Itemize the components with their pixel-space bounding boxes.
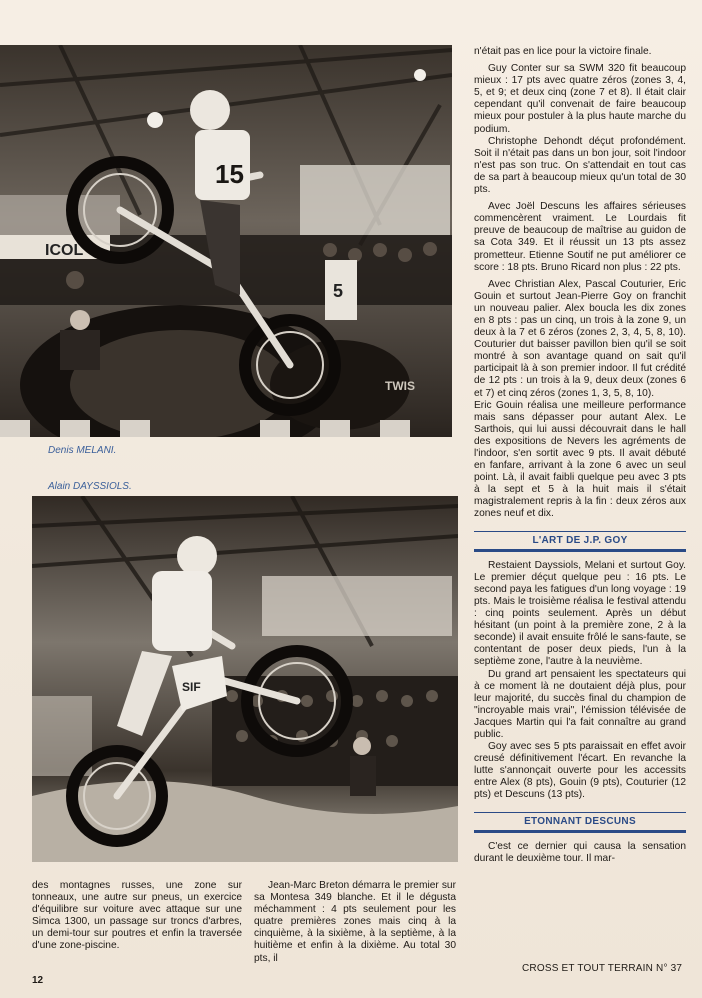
photo-rider-dayssiols xyxy=(32,496,458,862)
barrel-text: TWIS xyxy=(385,379,415,393)
paragraph-gouin: Eric Gouin réalisa une meilleure performance mais sans dépasser pour autant Alex. Le Sarthois, qui lui aussi découvrait dans le hall des expositions de Nevers les agréments de l'indoor, s'en sortit avec 9 pts. Il avait débuté en fanfare, arrivant à la zone 6 avec un seul point. Là, il avait faibli quelque peu avec 3 pts à la sept et 5 à la huit mais il s'était magistralement repris à la fin : deux zéros aux zones neuf et dix. xyxy=(474,399,686,520)
caption-melani: Denis MELANI. xyxy=(48,445,117,456)
caption-dayssiols: Alain DAYSSIOLS. xyxy=(48,481,132,492)
paragraph-conter: Guy Conter sur sa SWM 320 fit beaucoup mieux : 17 pts avec quatre zéros (zones 3, 4, 5, et 9; et deux cinq (zone 7 et 8). Il était clair cependant qu'il convenait de faire beaucoup mieux pour postuler à la plus haute marche du podium. xyxy=(474,63,686,135)
paragraph-zones: des montagnes russes, une zone sur tonneaux, une autre sur pneus, un exercice d'équilibre sur voiture avec attaque sur une Simca 1300, un passage sur troncs d'arbres, un demi-tour sur poutres et enfin la traversée d'une zone-piscine. xyxy=(32,880,242,952)
paragraph-alex: Avec Christian Alex, Pascal Couturier, Eric Gouin et surtout Jean-Pierre Goy on franchit un nouveau palier. Alex boucla les dix zones en 8 pts : pas un cinq, un trois à la zone 9, un deux à la 7 et 6 zéros (zones 2, 3, 4, 5, 8, 10). Couturier dut baisser pavillon bien qu'il se soit montré à son avantage quand on sait qu'il participait là à son premier indoor. Il fut crédité de 12 pts : un trois à la 9, deux deux (zones 6 et 7) et cinq zéros (zones 1, 3, 5, 8, 10). xyxy=(474,278,686,399)
page-number: 12 xyxy=(32,975,44,986)
bottom-middle-column xyxy=(254,880,456,965)
paragraph-breton: Jean-Marc Breton démarra le premier sur sa Montesa 349 blanche. Et il le dégusta méchamment : 4 pts seulement pour les quatre premières zones mais cinq à la cinquième, à la sixième, à la septième, à la huitième et enfin à la dixième. Au total 30 pts, il xyxy=(254,880,456,964)
spectator-bib-number: 5 xyxy=(333,281,344,301)
banner-text: ICOL xyxy=(45,242,84,259)
paragraph-descuns: Avec Joël Descuns les affaires sérieuses commencèrent vraiment. Le Lourdais fit preuve de beaucoup de maîtrise au guidon de sa Cota 349. Et il réussit un 13 pts assez prometteur. Etienne Soutif ne put améliorer ce score : 18 pts. Bruno Ricard non plus : 22 pts. xyxy=(474,201,686,273)
paragraph-goy-ecart: Goy avec ses 5 pts paraissait en effet avoir creusé définitivement l'écart. En revanche la lutte s'annonçait ouverte pour les accessits entre Alex (8 pts), Gouin (9 pts), Couturier (12 pts) et Descuns (13 pts). xyxy=(474,741,686,801)
photo-bottom-illustration xyxy=(32,496,458,862)
bottom-left-column xyxy=(32,880,242,953)
section-heading-descuns: ETONNANT DESCUNS xyxy=(474,812,686,833)
paragraph-grand-art: Du grand art pensaient les spectateurs qui à ce moment là ne doutaient déjà plus, pour leur majorité, du succès final du champion de "incroyable mais vrai", l'émission télévisée de Jacques Martin qui l'a fait connaître au grand public. xyxy=(474,668,686,740)
paragraph-dehondt: Christophe Dehondt déçut profondément. Soit il n'était pas dans un bon jour, soit l'indoor n'est pas son truc. On s'attendait en tout cas de sa part à beaucoup mieux qu'un total de 30 pts. xyxy=(474,135,686,196)
section-heading-goy: L'ART DE J.P. GOY xyxy=(474,531,686,552)
tank-text: SIF xyxy=(182,680,201,694)
photo-rider-melani xyxy=(0,45,452,437)
magazine-reference: CROSS ET TOUT TERRAIN N° 37 xyxy=(522,963,683,974)
photo-top-illustration xyxy=(0,45,452,437)
rider-bib-number: 15 xyxy=(215,159,244,189)
right-column-article xyxy=(474,46,686,865)
paragraph-sensation: C'est ce dernier qui causa la sensation durant le deuxième tour. Il mar- xyxy=(474,840,686,864)
paragraph-restaient: Restaient Dayssiols, Melani et surtout Goy. Le premier déçut quelque peu : 16 pts. Le second paya les fatigues d'un long voyage : 19 pts. Mais le troisième réalisa le festival attendu : cinq points seulement. Après un début hésitant (un point à la première zone, 2 à la seconde) il avait ensuite frôlé le sans-faute, se contentant de poser deux pieds, l'un à la septième zone, l'autre à la neuvième. xyxy=(474,559,686,668)
paragraph-1: n'était pas en lice pour la victoire finale. xyxy=(474,46,652,57)
